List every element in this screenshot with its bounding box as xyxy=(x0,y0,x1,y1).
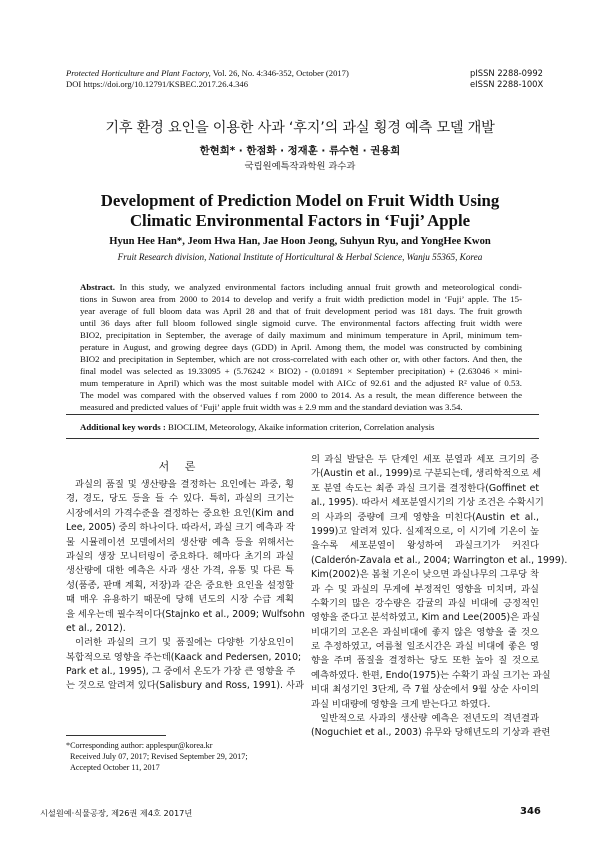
paragraph-line: al., 1995). 따라서 세포분열시기의 기상 조건은 수확시기 xyxy=(311,497,544,509)
abstract-line: tions in Suwon area from 2000 to 2014 to develop and verify a fruit width prediction model in ‘Fuji’ apple. The 15- xyxy=(80,293,522,304)
paragraph-line: 을수록 세포분열이 왕성하여 과실크기가 커진다 xyxy=(311,540,539,552)
paragraph-line: 경, 경도, 당도 등을 들 수 있다. 특히, 과실의 크기는 xyxy=(66,493,294,505)
footnote xyxy=(66,740,306,774)
paragraph-line: 비대 최성기인 3단계, 즉 7월 상순에서 9월 상순 사이의 xyxy=(311,684,539,696)
pissn: pISSN 2288-0992 xyxy=(470,68,543,78)
paragraph-line: (Noguchiet et al., 2003) 유무와 당해년도의 기상과 관련 xyxy=(311,727,551,739)
journal-citation xyxy=(66,68,396,90)
paragraph-line: 때 매우 유용하기 때문에 당해 년도의 시장 수급 계획 xyxy=(66,594,294,606)
paragraph-line: 생산량에 대한 예측은 사과 생산 가격, 유통 및 다른 특 xyxy=(66,565,294,577)
section-heading-introduction: 서 론 xyxy=(158,460,202,473)
abstract-line: The model was compared with the observed values f rom 2000 to 2014. As a result, the mean difference between the xyxy=(80,389,522,400)
paragraph-line: 과실 비대량에 영향을 크게 받는다고 하였다. xyxy=(311,698,491,710)
abstract xyxy=(80,282,522,413)
english-affiliation: Fruit Research division, National Institute of Horticultural & Herbal Science, Wanju 55365, Korea xyxy=(117,252,483,262)
doi-link[interactable]: DOI https://doi.org/10.12791/KSBEC.2017.26.4.346 xyxy=(66,79,248,89)
abstract-line: perature in August, and growing degree days (GDD) in April. Among them, the model was constructed by combining xyxy=(80,341,522,352)
abstract-label: Abstract. xyxy=(80,282,115,292)
paragraph-line: 는 것으로 알려져 있다(Salisbury and Ross, 1991). 사과 xyxy=(66,680,304,692)
paragraph-line: (Calderón-Zavala et al., 2004; Warrington et al., 1999). xyxy=(311,554,568,566)
paragraph-line: Kim(2002)은 봄철 기온이 낮으면 과실나무의 그루당 착 xyxy=(311,569,540,581)
korean-title: 기후 환경 요인을 이용한 사과 ‘후지’의 과실 횡경 예측 모델 개발 xyxy=(105,120,495,136)
abstract-line: mum temperature in April) which was the most suitable model with AICc of 92.61 and the adjusted R² value of 0.53. xyxy=(80,377,522,388)
abstract-line: Abstract. In this study, we analyzed environmental factors including annual fruit growth and meteorological condi- xyxy=(80,282,522,292)
korean-affiliation: 국립원예특작과학원 과수과 xyxy=(244,161,356,172)
english-authors: Hyun Hee Han*, Jeom Hwa Han, Jae Hoon Jeong, Suhyun Ryu, and YongHee Kwon xyxy=(109,236,491,247)
keywords-label: Additional key words : xyxy=(80,422,166,432)
footer-journal: 시설원예‧식물공장, 제26권 제4호 2017년 xyxy=(40,808,193,818)
paragraph-line: 수확기의 많은 강수량은 감귤의 과실 비대에 긍정적인 xyxy=(311,597,539,609)
english-title xyxy=(40,191,560,231)
body-column-left xyxy=(66,478,305,694)
paragraph-line: 가(Austin et al., 1999)로 구분되는데, 생리학적으로 세 xyxy=(311,468,542,480)
paragraph-line: 1999)고 알려져 있다. 실제적으로, 이 시기에 기온이 높 xyxy=(311,525,539,537)
paragraph-line: Lee, 2005) 중의 하나이다. 따라서, 과실 크기 예측과 작 xyxy=(66,522,295,534)
eissn: eISSN 2288-100X xyxy=(470,79,544,89)
paragraph-line: 복합적으로 영향을 주는데(Kaack and Pedersen, 2010; xyxy=(66,651,302,663)
paragraph-line: Park et al., 1995), 그 중에서 온도가 가장 큰 영향을 주 xyxy=(66,666,296,678)
corresponding-author: *Corresponding author: applespur@korea.kr xyxy=(66,741,213,750)
divider xyxy=(66,414,539,415)
abstract-line: BIO2 and precipitation in September, which are not cross-correlated with each other or, with other factors. And then, the xyxy=(80,353,522,364)
english-title-line: Climatic Environmental Factors in ‘Fuji’ Apple xyxy=(129,211,471,230)
abstract-line: measured and predicted values of ‘Fuji’ apple fruit width was ± 2.9 mm and the standard deviation was 3.54. xyxy=(80,401,463,412)
abstract-line: BIO2, precipitation in September, the average of daily maximum and minimum temperature in April, minimum tem- xyxy=(80,329,522,340)
paragraph-line: 과실의 생장 모니터링이 중요하다. 헤마다 초기의 과실 xyxy=(66,550,294,562)
abstract-line: until 36 days after full bloom followed single sigmoid curve. The environmental factors affecting fruit width were xyxy=(80,317,522,328)
paragraph-line: 향을 주며 품질을 결정하는 당도 또한 높아 질 것으로 xyxy=(311,655,539,667)
volume-issue: Vol. 26, No. 4:346-352, October (2017) xyxy=(210,68,349,78)
journal-name: Protected Horticulture and Plant Factory, xyxy=(66,68,211,78)
paragraph-line: 과실의 품질 및 생산량을 결정하는 요인에는 과중, 횡 xyxy=(75,479,294,490)
paragraph-line: 이러한 과실의 크기 및 품질에는 다양한 기상요인이 xyxy=(75,637,294,649)
paragraph-line: 물 시뮬레이션 모델에서의 생산량 예측 등을 위해서는 xyxy=(66,536,294,548)
body-column-right xyxy=(311,453,568,741)
keywords-text: BIOCLIM, Meteorology, Akaike information criterion, Correlation analysis xyxy=(165,422,435,432)
abstract-line: year average of full bloom data was April 28 and that of fruit development period was 181 days. The fruit growth xyxy=(80,305,522,316)
paragraph-line: 비대기의 고온은 과실비대에 좋지 않은 영향을 줄 것으 xyxy=(311,626,539,638)
abstract-line: final model was selected as 19.33095 + (5.76242 × BIO2) - (0.01891 × September precipitation) + (2.63046 × mini- xyxy=(80,365,522,376)
paragraph-line: et al., 2012). xyxy=(66,622,126,634)
keywords xyxy=(80,422,530,432)
paragraph-line: 예측하였다. 한편, Endo(1975)는 수확기 과실 크기는 과실 xyxy=(311,669,551,681)
paragraph-line: 일반적으로 사과의 생산량 예측은 전년도의 격년결과 xyxy=(320,713,539,725)
footnote-divider xyxy=(66,735,166,736)
paragraph-line: 포 분열 속도는 최종 과실 크기를 결정한다(Goffinet et xyxy=(311,482,539,494)
paragraph-line: 과 수 및 과실의 무게에 부정적인 영향을 미치며, 과실 xyxy=(311,583,539,595)
paragraph-line: 의 사과의 중량에 크게 영향을 미친다(Austin et al., xyxy=(311,511,539,523)
paragraph-line: 로 추정하였고, 여름철 일조시간은 과실 비대에 좋은 영 xyxy=(311,641,539,653)
paragraph-line: 성(품종, 판매 계획, 저장)과 같은 중요한 요인을 설정할 xyxy=(66,579,294,591)
issn-block xyxy=(470,68,560,90)
english-title-line: Development of Prediction Model on Fruit Width Using xyxy=(100,191,500,210)
paragraph-line: 시장에서의 가격수준을 결정하는 중요한 요인(Kim and xyxy=(66,507,294,519)
accepted-date: Accepted October 11, 2017 xyxy=(70,763,160,773)
paragraph-line: 을 세우는데 필수적이다(Stajnko et al., 2009; Wulfsohn xyxy=(66,608,305,620)
page-number: 346 xyxy=(520,806,541,817)
divider xyxy=(66,438,539,439)
korean-authors: 한현희* · 한점화 · 정재훈 · 류수현 · 권용희 xyxy=(199,145,401,157)
received-date: Received July 07, 2017; Revised September 29, 2017; xyxy=(70,752,248,762)
paragraph-line: 의 과실 발달은 두 단계인 세포 분열과 세포 크기의 증 xyxy=(311,454,539,465)
paragraph-line: 영향을 준다고 분석하였고, Kim and Lee(2005)은 과실 xyxy=(311,612,541,624)
